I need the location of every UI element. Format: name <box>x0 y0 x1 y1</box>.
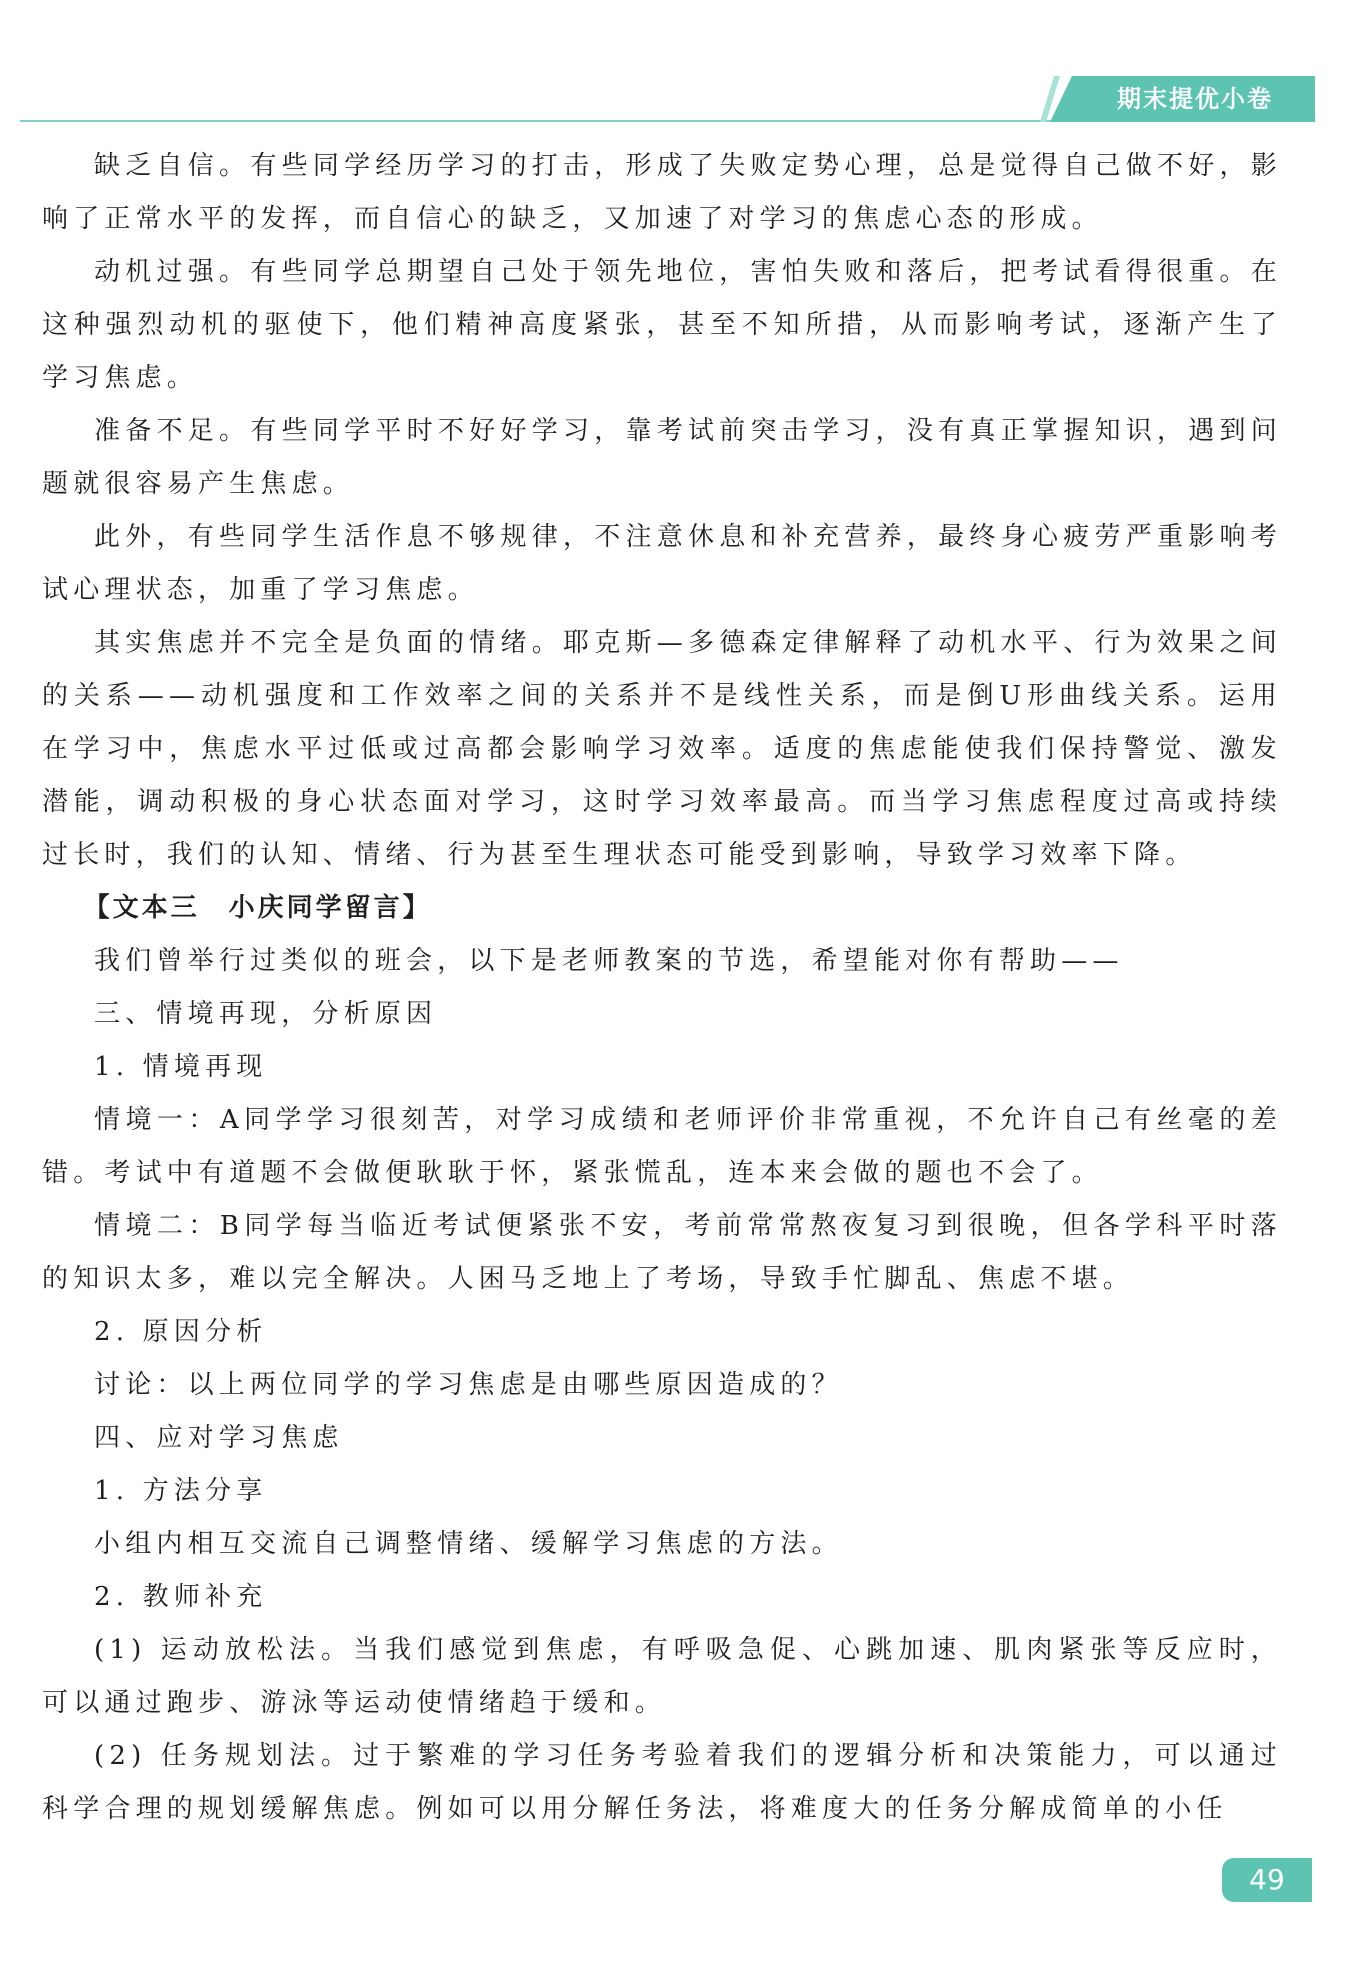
part3-heading: 三、情境再现，分析原因 <box>94 999 438 1029</box>
part4-subheading-sharing: 1. 方法分享 <box>94 1476 268 1506</box>
scenario-two: 情境二：B同学每当临近考试便紧张不安，考前常常熬夜复习到很晚，但各学科平时落的知识太多，难以完全解决。人困马乏地上了考场，导致手忙脚乱、焦虑不堪。 <box>42 1211 1282 1294</box>
paragraph-lack-confidence: 缺乏自信。有些同学经历学习的打击，形成了失败定势心理，总是觉得自己做不好，影响了正常水平的发挥，而自信心的缺乏，又加速了对学习的焦虑心态的形成。 <box>42 151 1282 234</box>
paragraph-insufficient-preparation: 准备不足。有些同学平时不好好学习，靠考试前突击学习，没有真正掌握知识，遇到问题就很容易产生焦虑。 <box>42 416 1282 499</box>
part4-heading: 四、应对学习焦虑 <box>94 1423 344 1453</box>
discussion-question: 讨论：以上两位同学的学习焦虑是由哪些原因造成的？ <box>94 1370 843 1400</box>
section-intro: 我们曾举行过类似的班会，以下是老师教案的节选，希望能对你有帮助—— <box>94 946 1124 976</box>
scenario-one: 情境一：A同学学习很刻苦，对学习成绩和老师评价非常重视，不允许自己有丝毫的差错。考试中有道题不会做便耿耿于怀，紧张慌乱，连本来会做的题也不会了。 <box>42 1105 1282 1188</box>
paragraph-excessive-motivation: 动机过强。有些同学总期望自己处于领先地位，害怕失败和落后，把考试看得很重。在这种强烈动机的驱使下，他们精神高度紧张，甚至不知所措，从而影响考试，逐渐产生了学习焦虑。 <box>42 257 1282 393</box>
section-title: 【文本三 小庆同学留言】 <box>83 893 432 923</box>
tip-exercise-relaxation: (1) 运动放松法。当我们感觉到焦虑，有呼吸急促、心跳加速、肌肉紧张等反应时，可以通过跑步、游泳等运动使情绪趋于缓和。 <box>42 1635 1282 1718</box>
page-body <box>42 140 1282 1836</box>
part3-subheading-scenarios: 1. 情境再现 <box>94 1052 268 1082</box>
part3-subheading-analysis: 2. 原因分析 <box>94 1317 268 1347</box>
tip-task-planning: (2) 任务规划法。过于繁难的学习任务考验着我们的逻辑分析和决策能力，可以通过科学合理的规划缓解焦虑。例如可以用分解任务法，将难度大的任务分解成简单的小任 <box>42 1741 1282 1824</box>
part4-subheading-teacher: 2. 教师补充 <box>94 1582 268 1612</box>
page-number: 49 <box>1222 1858 1312 1902</box>
method-share-text: 小组内相互交流自己调整情绪、缓解学习焦虑的方法。 <box>94 1529 843 1559</box>
paragraph-yerkes-dodson: 其实焦虑并不完全是负面的情绪。耶克斯—多德森定律解释了动机水平、行为效果之间的关系——动机强度和工作效率之间的关系并不是线性关系，而是倒U形曲线关系。运用在学习中，焦虑水平过低或过高都会影响学习效率。适度的焦虑能使我们保持警觉、激发潜能，调动积极的身心状态面对学习，这时学习效率最高。而当学习焦虑程度过高或持续过长时，我们的认知、情绪、行为甚至生理状态可能受到影响，导致学习效率下降。 <box>42 628 1282 870</box>
running-header-label: 期末提优小卷 <box>1117 85 1273 113</box>
paragraph-irregular-lifestyle: 此外，有些同学生活作息不够规律，不注意休息和补充营养，最终身心疲劳严重影响考试心理状态，加重了学习焦虑。 <box>42 522 1282 605</box>
